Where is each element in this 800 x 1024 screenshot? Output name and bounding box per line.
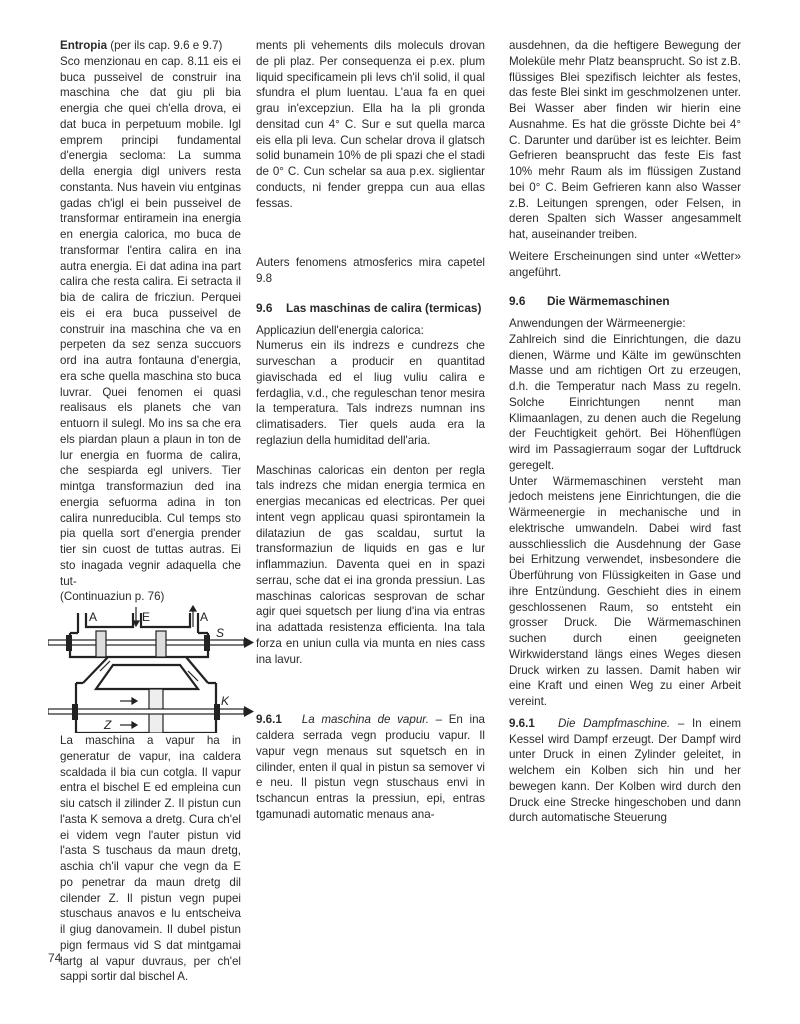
application-paragraph-de <box>509 316 741 474</box>
subsection-title: La maschina de vapur. <box>301 713 429 727</box>
continuation-note: (Continuaziun p. 76) <box>60 590 165 604</box>
left-column <box>60 38 241 985</box>
expansion-paragraph: ausdehnen, da die heftigere Bewegung der Moleküle mehr Platz beansprucht. So ist z.B. flüssiges Blei spezifisch leichter als festes, das feste Blei sinkt im geschmolzenen unter. Bei Wasser aber finden wir hierin eine Ausnahme. Es hat die grösste Dichte bei 4° C. Darunter und darüber ist es leichter. Beim Gefrieren beansprucht das feste Eis fast 10% mehr Raum als im flüssigen Zustand bei 0° C. Beim Gefrieren kann also Wasser z.B. Leitungen sprengen, oder Felsen, in deren Spalten sich Wasser angesammelt hat, auseinander treiben. <box>509 39 741 241</box>
label-e: E <box>142 610 151 624</box>
steam-engine-diagram <box>48 605 255 733</box>
entropia-paragraph <box>60 38 241 605</box>
arrow-flow-lower-icon <box>132 722 137 728</box>
molecule-paragraph: ments pli vehements dils moleculs drovan de pli plaz. Per consequenza ei p.ex. plum liquid specificamein pli levs ch'il solid, il qual sfundra el plum luentau. L'aua fa en quei grau in'excepziun. Ella ha la pli gronda densitad cun 4° C. Sur e sut quella marca eis ella pli leva. Cun schelar drova il glatsch solid bunamein 10% de pli spazi che el stadi de 0° C. Cun schelar sa aua p.ex. siglientar conducts, ni fender greppa cun aua ellas fessas. <box>256 39 485 210</box>
label-z: Z <box>104 718 112 732</box>
atmospheric-reference: Auters fenomens atmosferics mira capetel 9.8 <box>256 256 485 285</box>
entropia-text: Sco menzionau en cap. 8.11 eis ei buca pusseivel de construir ina maschina che dat giu pli bia energia che quei ch'ella drova, ei dat buca in perpetuum mobile. Igl emprem principi fundamental d'energia secloma: La summa della energia digl univers resta constanta. Nus havein viu entginas gadas ch'igl ei bein pusseivel de transformar entiramein ina energia en energia calorica, mo buca de transformar l'entira calira en ina autra energia. Ei dat adina ina part calira che resta calira. Ei setracta il bia de calira de fricziun. Perquei eis ei era buca pusseivel de construir ina maschina che va en perpeten da sez senza succuors ord ina autra fontauna d'energia, era sche quella maschina sto buca luvrar. Quei fenomen ei quasi realisaus els planets che van entuorn il sulegl. Mo ins sa che era els piardan plaun a plaun in ton de lur energia en fuorma de calira, che sespiarda egl univers. Tier mintga transformaziun ded ina energia sefuorma adina in ton calira nunreducibla. Cul temps sto pia quella sort d'energia prender tier sin cuost de tuttas autras. Ei sto inagada vegnir adaquella che tut- <box>60 54 241 588</box>
label-a-left: A <box>89 610 98 624</box>
valve-piston-right <box>156 631 166 657</box>
figure-caption: La maschina a vapur ha in generatur de vapur, ina caldera scaldada il bia cun cotgla. Il vapur entra el bischel E ed empleina cun siu catsch il zilinder Z. Il pistun cun l'asta K semova a dretg. Cura ch'el ei videm vegn l'auter pistun vid l'asta S tuschaus da maun dretg, aschia ch'il vapur che vegn da E po penetrar da maun dretg dil cilender Z. Il pistun vegn pupei stuschaus anavos e lu entscheiva il giug danovamein. Il dubel pistun pign fermaus vid S dat mintgamai lartg al vapur duvraus, per ch'el sappi sortir dal bischel A. <box>60 734 241 984</box>
heat-machines-paragraph: Maschinas caloricas ein denton per regla tals indrezs che midan energia termica en energias mecanicas ed electricas. Per quei intent vegn applicau quasi spirontamein la dilataziun de gas scaldau, surtut la transformaziun de liquids en gas e lur inflammaziun. Daventa quei en in spazi serrau, sche dat ei ina gronda pressiun. Las maschinas caloricas sesprovan de schar agir quei squetsch per liung d'ina via entras ina adattada resistenza efficienta. Ina tala forza en uniun culla via munta en nies cass ina lavur. <box>256 463 485 666</box>
steam-engine-svg <box>48 605 255 733</box>
application-paragraph <box>256 323 485 449</box>
application-text: Numerus ein ils indrezs e cundrezs che surveschan a producir en quantitad giavischada ed el liug vuliu calira e ferdaglia, v.d., che reguleschan tenor mesira la temperatura. Tals indrezs numnan ins climatisaders. Tier quels auda era la reglaziun della humiditad dell'aria. <box>256 339 485 447</box>
arrow-flow-upper-icon <box>132 698 137 704</box>
arrow-exhaust-out-icon <box>190 606 196 611</box>
subsection-9-6-1 <box>256 712 485 822</box>
cylinder-walls <box>76 683 216 733</box>
cone-plate <box>96 665 198 689</box>
application-lead-de: Anwendungen der Wärmeenergie: <box>509 317 686 330</box>
section-title-de: Die Wärmemaschinen <box>547 294 670 309</box>
page-number: 74 <box>48 951 62 965</box>
label-s: S <box>216 626 225 640</box>
valve-piston-left <box>96 631 106 657</box>
section-title: Las maschinas de calira (termicas) <box>286 300 482 315</box>
subsection-number: 9.6.1 <box>256 713 282 727</box>
gland-lower-right <box>214 704 220 720</box>
entropia-title-ref: (per ils cap. 9.6 e 9.7) <box>107 39 223 52</box>
subsection-text-de: – In einem Kessel wird Dampf erzeugt. Der Dampf wird unter Druck in einen Zylinder geleitet, in welchem ein Kolben sich hin und her bewegen kann. Der Kolben wird durch den Druck eine Strecke hingeschoben und dann durch automatische Steuerung <box>509 716 742 825</box>
label-a-right: A <box>200 610 209 624</box>
middle-column <box>256 38 485 823</box>
section-heading-9-6-de <box>509 294 741 310</box>
heat-machines-paragraph-de: Unter Wärmemaschinen versteht man jedoch meistens jene Einrichtungen, die die Wärmeenergie in mechanische und in elektrische umwandeln. Dabei wird fast ausschliesslich die Ausdehnung der Gase bei Erhitzung verwendet, insbesondere die Überführung von Flüssigkeiten in Gase und ihre Entzündung. Geschieht dies in einem geschlossenen Raum, so entsteht ein grosser Druck. Die Wärmemaschinen suchen durch einen geeigneten Wirkwiderstand längs eines Weges diesen Druck wirken zu lassen. Damit haben wir eine Kraft und einen Weg zu einer Arbeit vereint. <box>509 474 741 708</box>
gland-upper-right <box>204 635 210 651</box>
weather-reference: Weitere Erscheinungen sind unter «Wetter» angeführt. <box>509 249 741 279</box>
gland-lower-left <box>72 704 78 720</box>
section-number: 9.6 <box>256 300 273 315</box>
entropia-title: Entropia <box>60 39 108 52</box>
arrow-s-icon <box>244 637 254 648</box>
right-column <box>509 38 741 826</box>
section-heading-9-6 <box>256 301 485 317</box>
subsection-text: – En ina caldera serrada vegn produciu vapur. Il vapur vegn menaus sut squetsch en in cilinder, enten il qual in pistun sa semover vi e neu. Il pistun vegn stuschaus envi in tschancun entras la pressiun, epi, entras tgamunadi automatic menaus ana- <box>256 713 485 821</box>
label-k: K <box>221 694 230 708</box>
application-text-de: Zahlreich sind die Einrichtungen, die dazu dienen, Wärme und Kälte im gewünschten Masse und am richtigen Ort zu erzeugen, d.h. die Temperatur nach Mass zu regeln. Solche Einrichtungen nennt man Klimaanlagen, zu denen auch die Regelung der Feuchtigkeit gehört. Bei Höhenflügen wird im Passagierraum sogar der Luftdruck geregelt. <box>509 332 741 472</box>
application-lead: Applicaziun dell'energia calorica: <box>256 323 424 337</box>
subsection-number-de: 9.6.1 <box>509 716 535 730</box>
valve-rod-s <box>48 640 244 645</box>
subsection-9-6-1-de <box>509 716 741 826</box>
section-number-de: 9.6 <box>509 294 526 309</box>
gland-upper-left <box>66 635 72 651</box>
subsection-title-de: Die Dampfmaschine. <box>558 716 671 730</box>
arrow-k-icon <box>244 706 254 717</box>
